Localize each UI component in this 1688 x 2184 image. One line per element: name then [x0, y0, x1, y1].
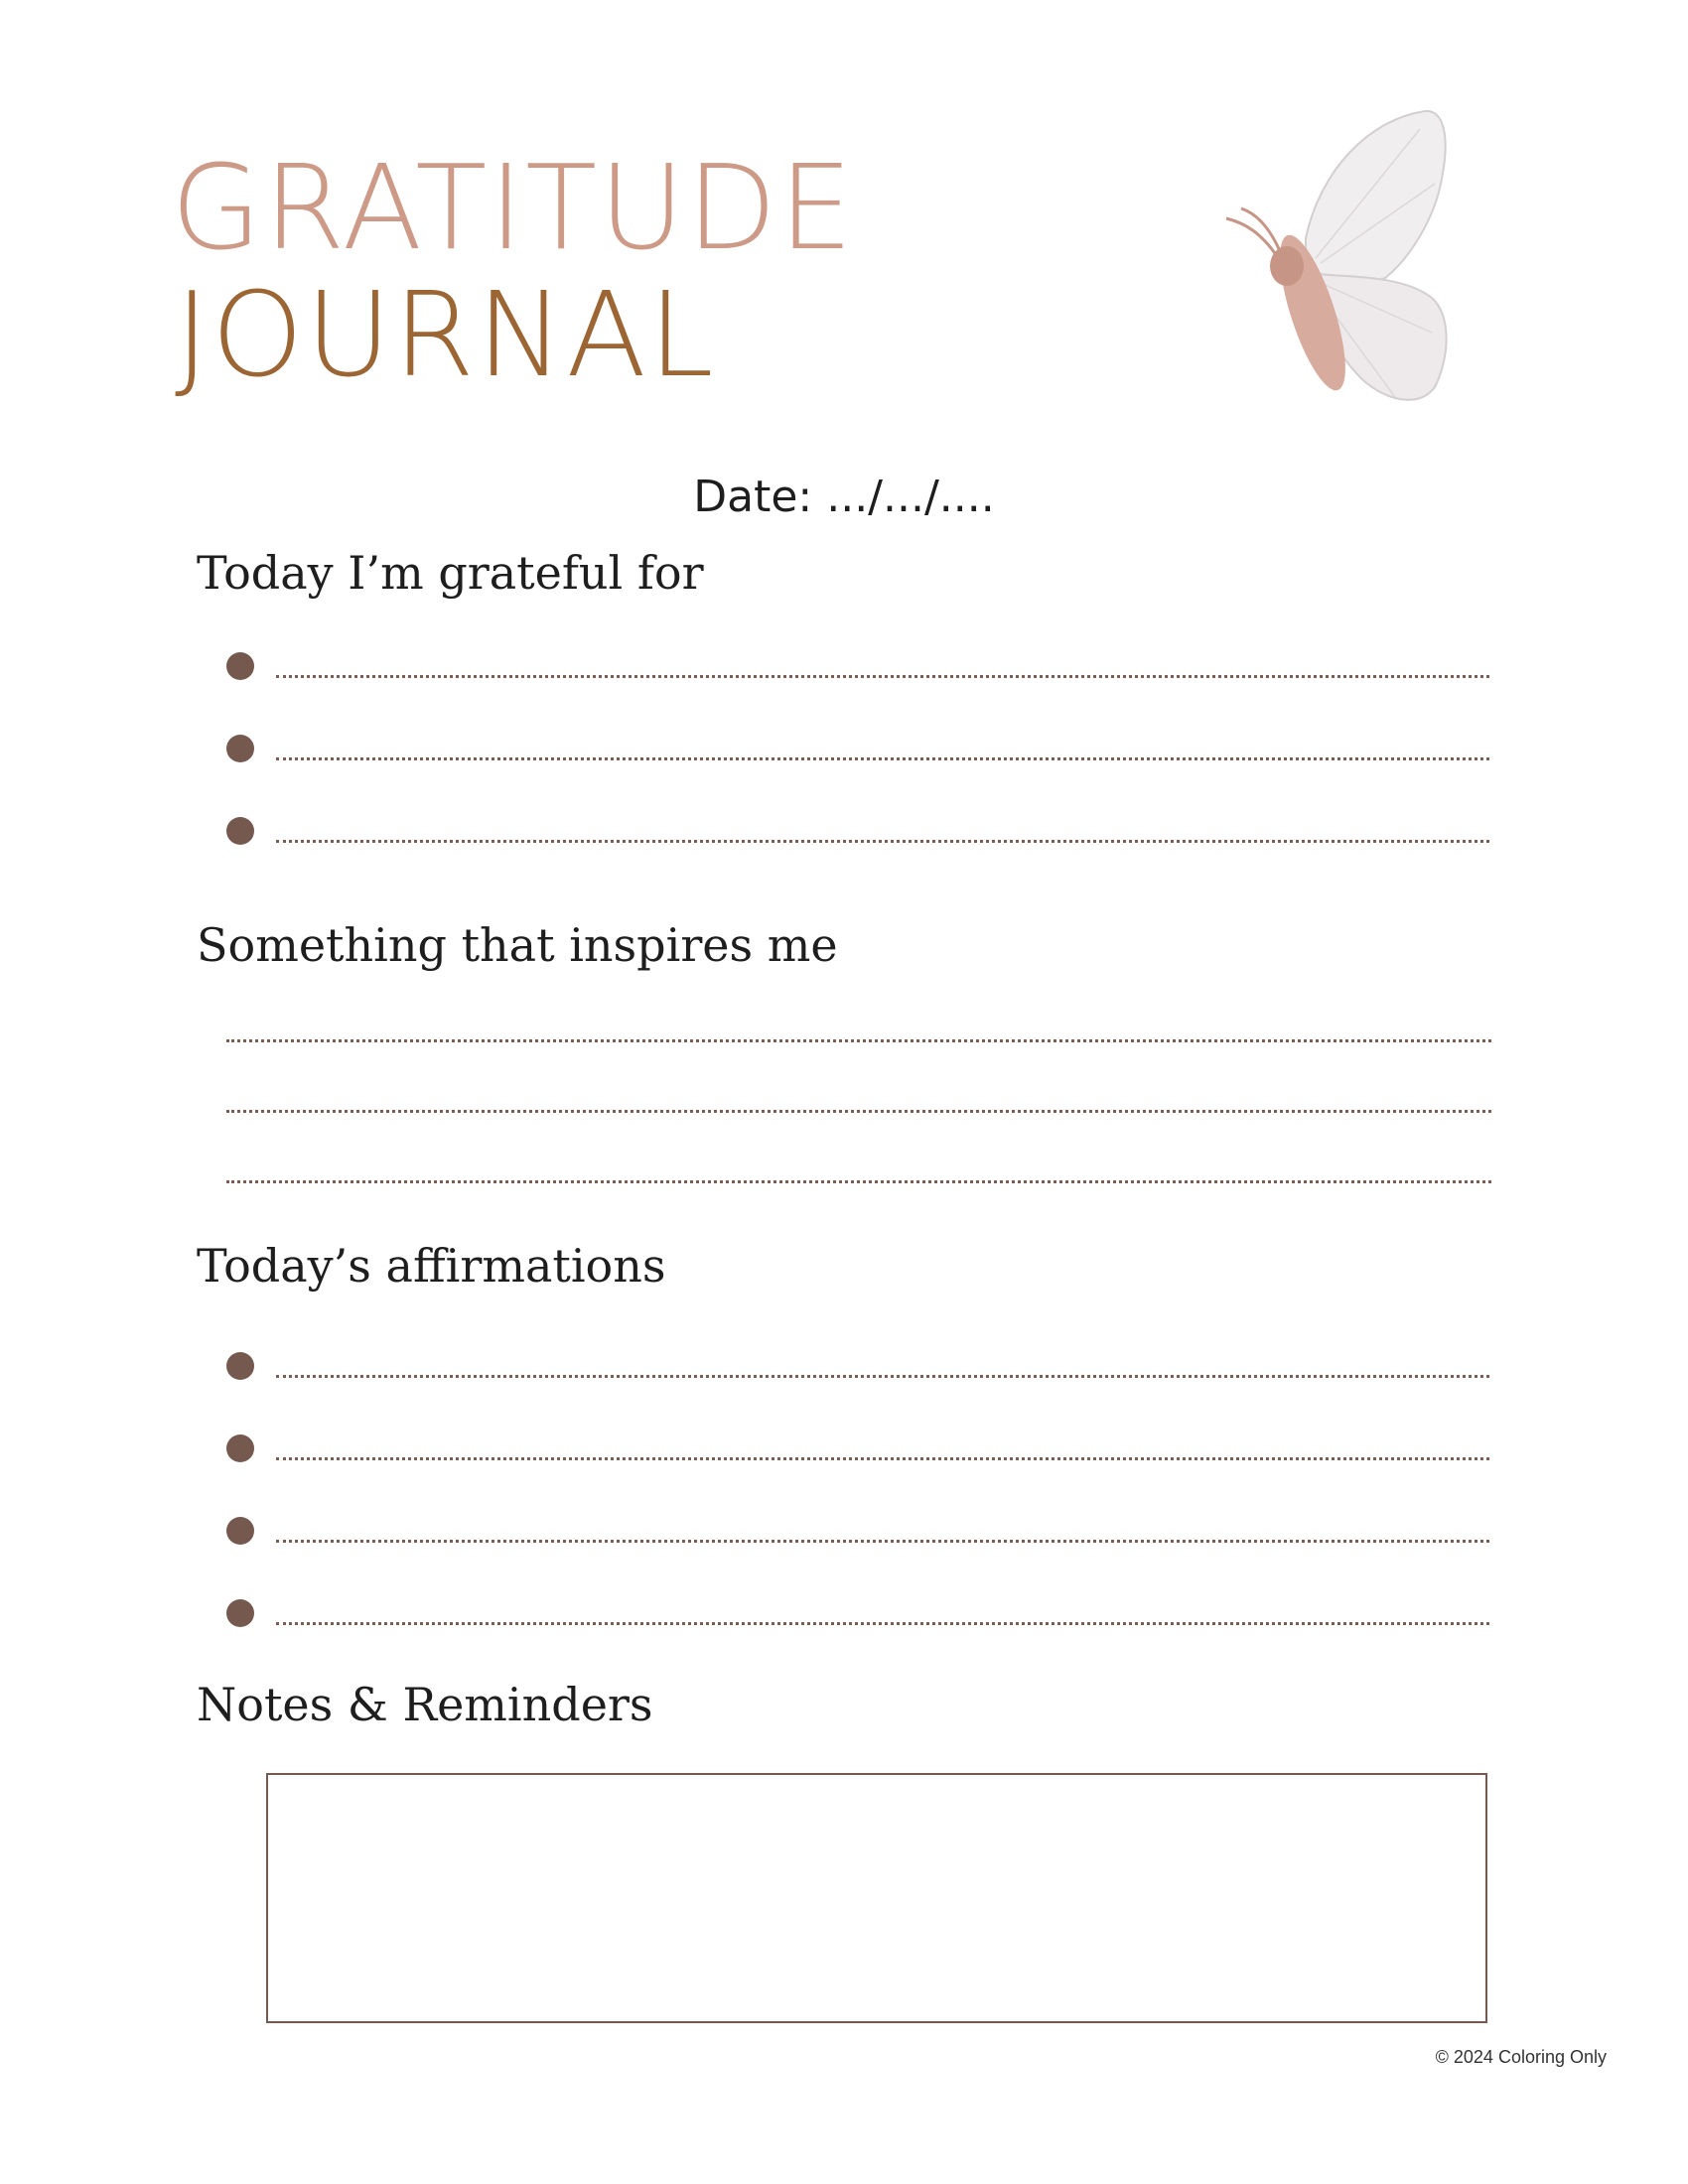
bullet-dot-icon: [226, 1352, 254, 1380]
grateful-line-2[interactable]: [276, 757, 1489, 760]
grateful-line-1[interactable]: [276, 675, 1489, 678]
butterfly-icon: [1172, 99, 1470, 427]
date-field[interactable]: Date: .../.../....: [693, 472, 995, 522]
notes-box[interactable]: [266, 1773, 1487, 2023]
section-title-affirmations: Today’s affirmations: [197, 1239, 666, 1293]
affirmation-line-2[interactable]: [276, 1457, 1489, 1460]
copyright-footer: © 2024 Coloring Only: [1435, 2047, 1607, 2067]
bullet-dot-icon: [226, 1434, 254, 1462]
grateful-line-3[interactable]: [276, 840, 1489, 843]
title-gratitude: GRATITUDE: [171, 139, 855, 276]
inspires-line-2[interactable]: [226, 1110, 1491, 1113]
affirmation-line-3[interactable]: [276, 1540, 1489, 1543]
section-title-grateful: Today I’m grateful for: [197, 546, 704, 600]
bullet-dot-icon: [226, 652, 254, 680]
title-journal: JOURNAL: [175, 266, 716, 403]
affirmation-line-1[interactable]: [276, 1375, 1489, 1378]
inspires-line-3[interactable]: [226, 1180, 1491, 1183]
inspires-line-1[interactable]: [226, 1039, 1491, 1042]
bullet-dot-icon: [226, 1517, 254, 1545]
bullet-dot-icon: [226, 1599, 254, 1627]
bullet-dot-icon: [226, 735, 254, 762]
bullet-dot-icon: [226, 817, 254, 845]
section-title-inspires: Something that inspires me: [197, 918, 838, 972]
affirmation-line-4[interactable]: [276, 1622, 1489, 1625]
section-title-notes: Notes & Reminders: [197, 1678, 653, 1731]
